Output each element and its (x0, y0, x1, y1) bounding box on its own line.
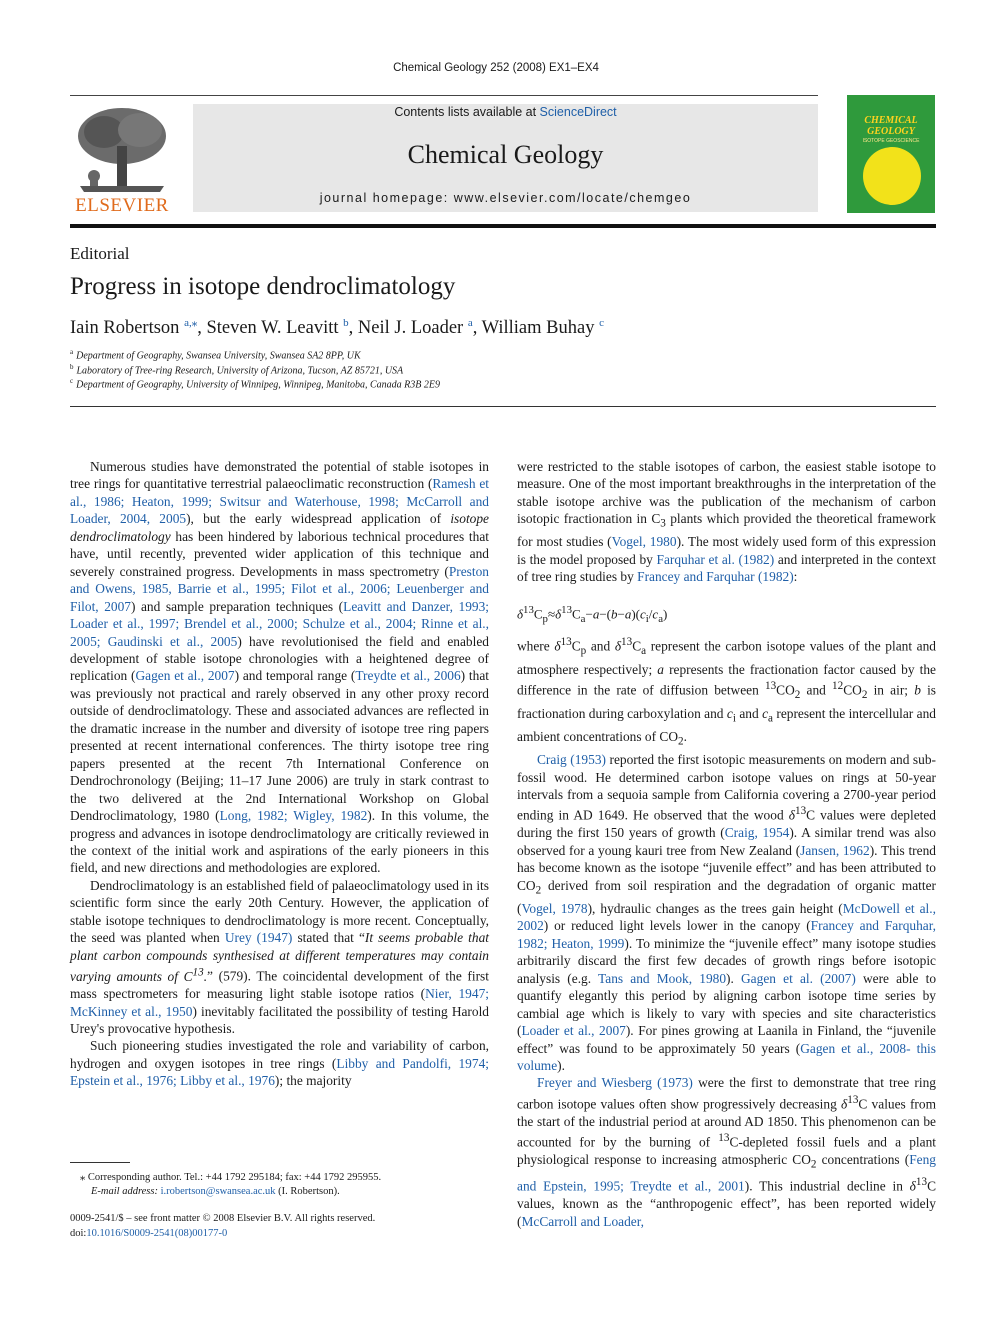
reference-link[interactable]: Francey and Farquhar, 1982; Heaton, 1999 (517, 918, 936, 951)
email-label: E-mail address: (91, 1186, 158, 1197)
equation: $\delta^{13}C_p\approx\delta^{13}C_a-a-(b-a)(c_i/c_a)$ (517, 603, 668, 625)
email-suffix: (I. Robertson). (275, 1186, 340, 1197)
reference-link[interactable]: Craig (1953) (537, 752, 606, 768)
reference-link[interactable]: Libby and Pandolfi, 1974; Epstein et al., 1976; Libby et al., 1976 (70, 1055, 489, 1089)
journal-citation: Chemical Geology 252 (2008) EX1–EX4 (393, 62, 599, 74)
reference-link[interactable]: Leavitt and Danzer, 1993; Loader et al., 1997; Brendel et al., 2000; Schulze et al., 2004; Rinne et al., 2005; Gaudinski et al., 2005 (70, 598, 490, 649)
elsevier-wordmark: ELSEVIER (75, 195, 169, 216)
reference-link[interactable]: Farquhar et al. (1982) (656, 551, 775, 567)
body-paragraph: Freyer and Wiesberg (1973) were the first to demonstrate that tree ring carbon isotope values often show progressively decreasing $\delta^{13}C$ values from the start of the industrial period at around AD 1850. This phenomenon can be accounted for by the burning of $^{13}$C-depleted fossil fuels and a plant physiological response to increasing atmospheric $CO_2$ concentrations (Feng and Epstein, 1995; Treydte et al., 2001). This industrial decline in $\delta^{13}C$ values, known as the “anthropogenic effect”, has been reported widely (McCarroll and Loader, (517, 1075, 937, 1229)
doi-line (70, 1228, 227, 1239)
author-name[interactable]: Neil J. Loader (357, 318, 464, 339)
email-note (91, 1186, 340, 1197)
footnote-rule (70, 1162, 130, 1163)
body-paragraph: Numerous studies have demonstrated the potential of stable isotopes in tree rings for quantitative terrestrial palaeoclimatic reconstruction (Ramesh et al., 1986; Heaton, 1999; Switsur and Waterhouse, 1998; McCarroll and Loader, 2004, 2005), but the early widespread application of isotope dendroclimatology has been hindered by laborious technical procedures that have, until recently, prevented wider application of this technique and severely constrained progress. Developments in mass spectrometry (Preston and Owens, 1985, Barrie et al., 1995; Filot et al., 2006; Leuenberger and Filot, 2007) and sample preparation techniques (Leavitt and Danzer, 1993; Loader et al., 1997; Brendel et al., 2000; Schulze et al., 2004; Rinne et al., 2005; Gaudinski et al., 2005) have revolutionised the field and enabled development of stable isotope chronologies with a heightened degree of replication (Gagen et al., 2007) and temporal range (Treydte et al., 2006) that was previously not practical and rarely observed in any other proxy record outside of dendroclimatology. These and associated advances are reflected in the dramatic increase in the number and diversity of isotope tree ring papers presented at recent international conferences. The thirty isotope tree ring papers presented at the recent 7th International Conference on Dendrochronology (Beijing; 11–17 June 2006) are truly in stark contrast to the two delivered at the 2nd International Workshop on Global Dendroclimatology, 1980 (Long, 1982; Wigley, 1982). In this volume, the progress and advances in isotope dendroclimatology are critically reviewed in the context of the initial work and aspirations of the early pioneers in this field, and new directions and methodologies are explored. (70, 459, 490, 876)
header-thick-rule (70, 224, 936, 228)
body-paragraph: Craig (1953) reported the first isotopic measurements on modern and sub-fossil wood. He determined carbon isotope values on rings at 50-year intervals from a sequoia sample from California covering a 2700-year period ending in AD 1649. He observed that the wood $\delta^{13}C$ values were depleted during the first 150 years of growth (Craig, 1954). A similar trend was also observed for a young kauri tree from New Zealand (Jansen, 1962). This trend has become known as the isotope “juvenile effect” and has been attributed to $CO_2$ derived from soil respiration and the degradation of organic matter (Vogel, 1978), hydraulic changes as the trees gain height (McDowell et al., 2002) or reduced light levels lower in the canopy (Francey and Farquhar, 1982; Heaton, 1999). To minimize the “juvenile effect” many isotope studies arbitrarily discard the first few decades of growth rings before isotopic analysis (e.g. Tans and Mook, 1980). Gagen et al. (2007) were able to quantify elegantly this period by aligning carbon isotope time series by cambial age which is likely to vary with species and site characteristics (Loader et al., 2007). For pines growing at Laanila in Finland, the “juvenile effect” was found to be approximately 50 years (Gagen et al., 2008- this volume). (517, 752, 937, 1073)
author-name[interactable]: Steven W. Leavitt (206, 318, 339, 339)
cover-title: CHEMICAL GEOLOGY (864, 115, 918, 137)
affiliations-rule (70, 406, 936, 407)
body-paragraph: where $\delta^{13}C_p$ and $\delta^{13}C_a$ represent the carbon isotope values of the plant and atmosphere respectively; a represents the fractionation factor caused by the difference in the rate of diffusion between $^{13}CO_2$ and $^{12}CO_2$ in air; b is fractionation during carboxylation and $c_i$ and $c_a$ represent the intercellular and ambient concentrations of $CO_2$. (517, 636, 937, 748)
corresponding-author-note: ⁎ Corresponding author. Tel.: +44 1792 295184; fax: +44 1792 295955. (80, 1172, 382, 1183)
article-section: Editorial (70, 244, 130, 263)
journal-cover-thumbnail[interactable] (847, 95, 935, 213)
reference-link[interactable]: Treydte et al., 2006 (355, 668, 461, 684)
affiliation: $^c$ Department of Geography, University of Winnipeg, Winnipeg, Manitoba, Canada R3B 2E9 (70, 377, 440, 391)
reference-link[interactable]: Gagen et al., 2007 (135, 668, 235, 684)
doi-label: doi: (70, 1228, 87, 1239)
author-list: Iain Robertson $^{a,⁎}$, Steven W. Leavitt $^b$, Neil J. Loader $^a$, William Buhay $^c$ (70, 317, 604, 339)
author-name[interactable]: William Buhay (481, 318, 595, 339)
author-affiliation-mark[interactable]: a (467, 317, 473, 329)
reference-link[interactable]: Preston and Owens, 1985, Barrie et al., 1995; Filot et al., 2006; Leuenberger and Filot, 2007 (70, 563, 489, 614)
doi-link[interactable]: 10.1016/S0009-2541(08)00177-0 (86, 1228, 228, 1239)
reference-link[interactable]: Feng and Epstein, 1995; Treydte et al., 2001 (517, 1152, 936, 1194)
sciencedirect-link[interactable]: ScienceDirect (539, 105, 617, 119)
reference-link[interactable]: Jansen, 1962 (800, 842, 870, 858)
article-title: Progress in isotope dendroclimatology (70, 273, 456, 300)
reference-link[interactable]: Loader et al., 2007 (521, 1023, 626, 1039)
body-paragraph: Such pioneering studies investigated the role and variability of carbon, hydrogen and oxygen isotopes in tree rings (Libby and Pandolfi, 1974; Epstein et al., 1976; Libby et al., 1976); the majority (70, 1038, 489, 1089)
contents-prefix: Contents lists available at (394, 105, 540, 119)
affiliation: $^a$ Department of Geography, Swansea University, Swansea SA2 8PP, UK (70, 348, 361, 362)
reference-link[interactable]: Vogel, 1980 (611, 534, 677, 550)
reference-link[interactable]: Urey (1947) (224, 930, 293, 946)
body-paragraph: were restricted to the stable isotopes of carbon, the easiest stable isotope to measure. One of the most important breakthroughs in the interpretation of the stable isotope archive was the publication of the mechanism of carbon isotopic fractionation in $C_3$ plants which provided the theoretical framework for most studies (Vogel, 1980). The most widely used form of this expression is the model proposed by Farquhar et al. (1982) and interpreted in the context of tree ring studies by Francey and Farquhar (1982): (517, 459, 936, 585)
reference-link[interactable]: Ramesh et al., 1986; Heaton, 1999; Switsur and Waterhouse, 1998; McCarroll and Loader, 2004, 2005 (70, 476, 489, 527)
journal-title: Chemical Geology (407, 140, 604, 169)
reference-link[interactable]: Gagen et al. (2007) (741, 970, 856, 986)
reference-link[interactable]: Tans and Mook, 1980 (598, 970, 727, 986)
body-column-right (517, 458, 936, 1230)
reference-link[interactable]: Long, 1982; Wigley, 1982 (219, 808, 368, 824)
reference-link[interactable]: McDowell et al., 2002 (517, 900, 936, 934)
body-paragraph: Dendroclimatology is an established field of palaeoclimatology used in its scientific form since the early 20th Century. However, the application of stable isotope techniques to dendroclimatology is more recent. Conceptually, the seed was planted when Urey (1947) stated that “It seems probable that plant carbon compounds synthesised at different temperatures may contain varying amounts of $C^{13}$.” (579). The coincidental development of the first mass spectrometers for measuring light stable isotope ratios (Nier, 1947; McKinney et al., 1950) inevitably facilitated the possibility of testing Harold Urey's provocative hypothesis. (70, 877, 489, 1036)
header-rule (70, 95, 818, 96)
cover-subtitle: ISOTOPE GEOSCIENCE (862, 138, 920, 144)
reference-link[interactable]: Francey and Farquhar (1982) (637, 569, 794, 585)
reference-link[interactable]: Freyer and Wiesberg (1973) (537, 1075, 693, 1091)
journal-homepage[interactable]: journal homepage: www.elsevier.com/locate/chemgeo (319, 191, 692, 205)
author-name[interactable]: Iain Robertson (70, 318, 180, 339)
reference-link[interactable]: Gagen et al., 2008- this volume (517, 1040, 936, 1073)
contents-line (193, 105, 818, 119)
cover-graphic (863, 147, 921, 205)
affiliation: $^b$ Laboratory of Tree-ring Research, University of Arizona, Tucson, AZ 85721, USA (70, 363, 404, 377)
email-link[interactable]: i.robertson@swansea.ac.uk (160, 1186, 276, 1197)
author-affiliation-mark[interactable]: a,⁎ (184, 317, 198, 329)
reference-link[interactable]: Vogel, 1978 (521, 900, 588, 916)
author-affiliation-mark[interactable]: c (599, 317, 604, 329)
body-column-left (70, 458, 489, 1090)
front-matter: 0009-2541/$ – see front matter © 2008 Elsevier B.V. All rights reserved. (70, 1213, 376, 1224)
reference-link[interactable]: Nier, 1947; McKinney et al., 1950 (70, 986, 489, 1019)
reference-link[interactable]: Craig, 1954 (724, 825, 790, 841)
author-affiliation-mark[interactable]: b (343, 317, 349, 329)
reference-link[interactable]: McCarroll and Loader, (521, 1213, 645, 1229)
